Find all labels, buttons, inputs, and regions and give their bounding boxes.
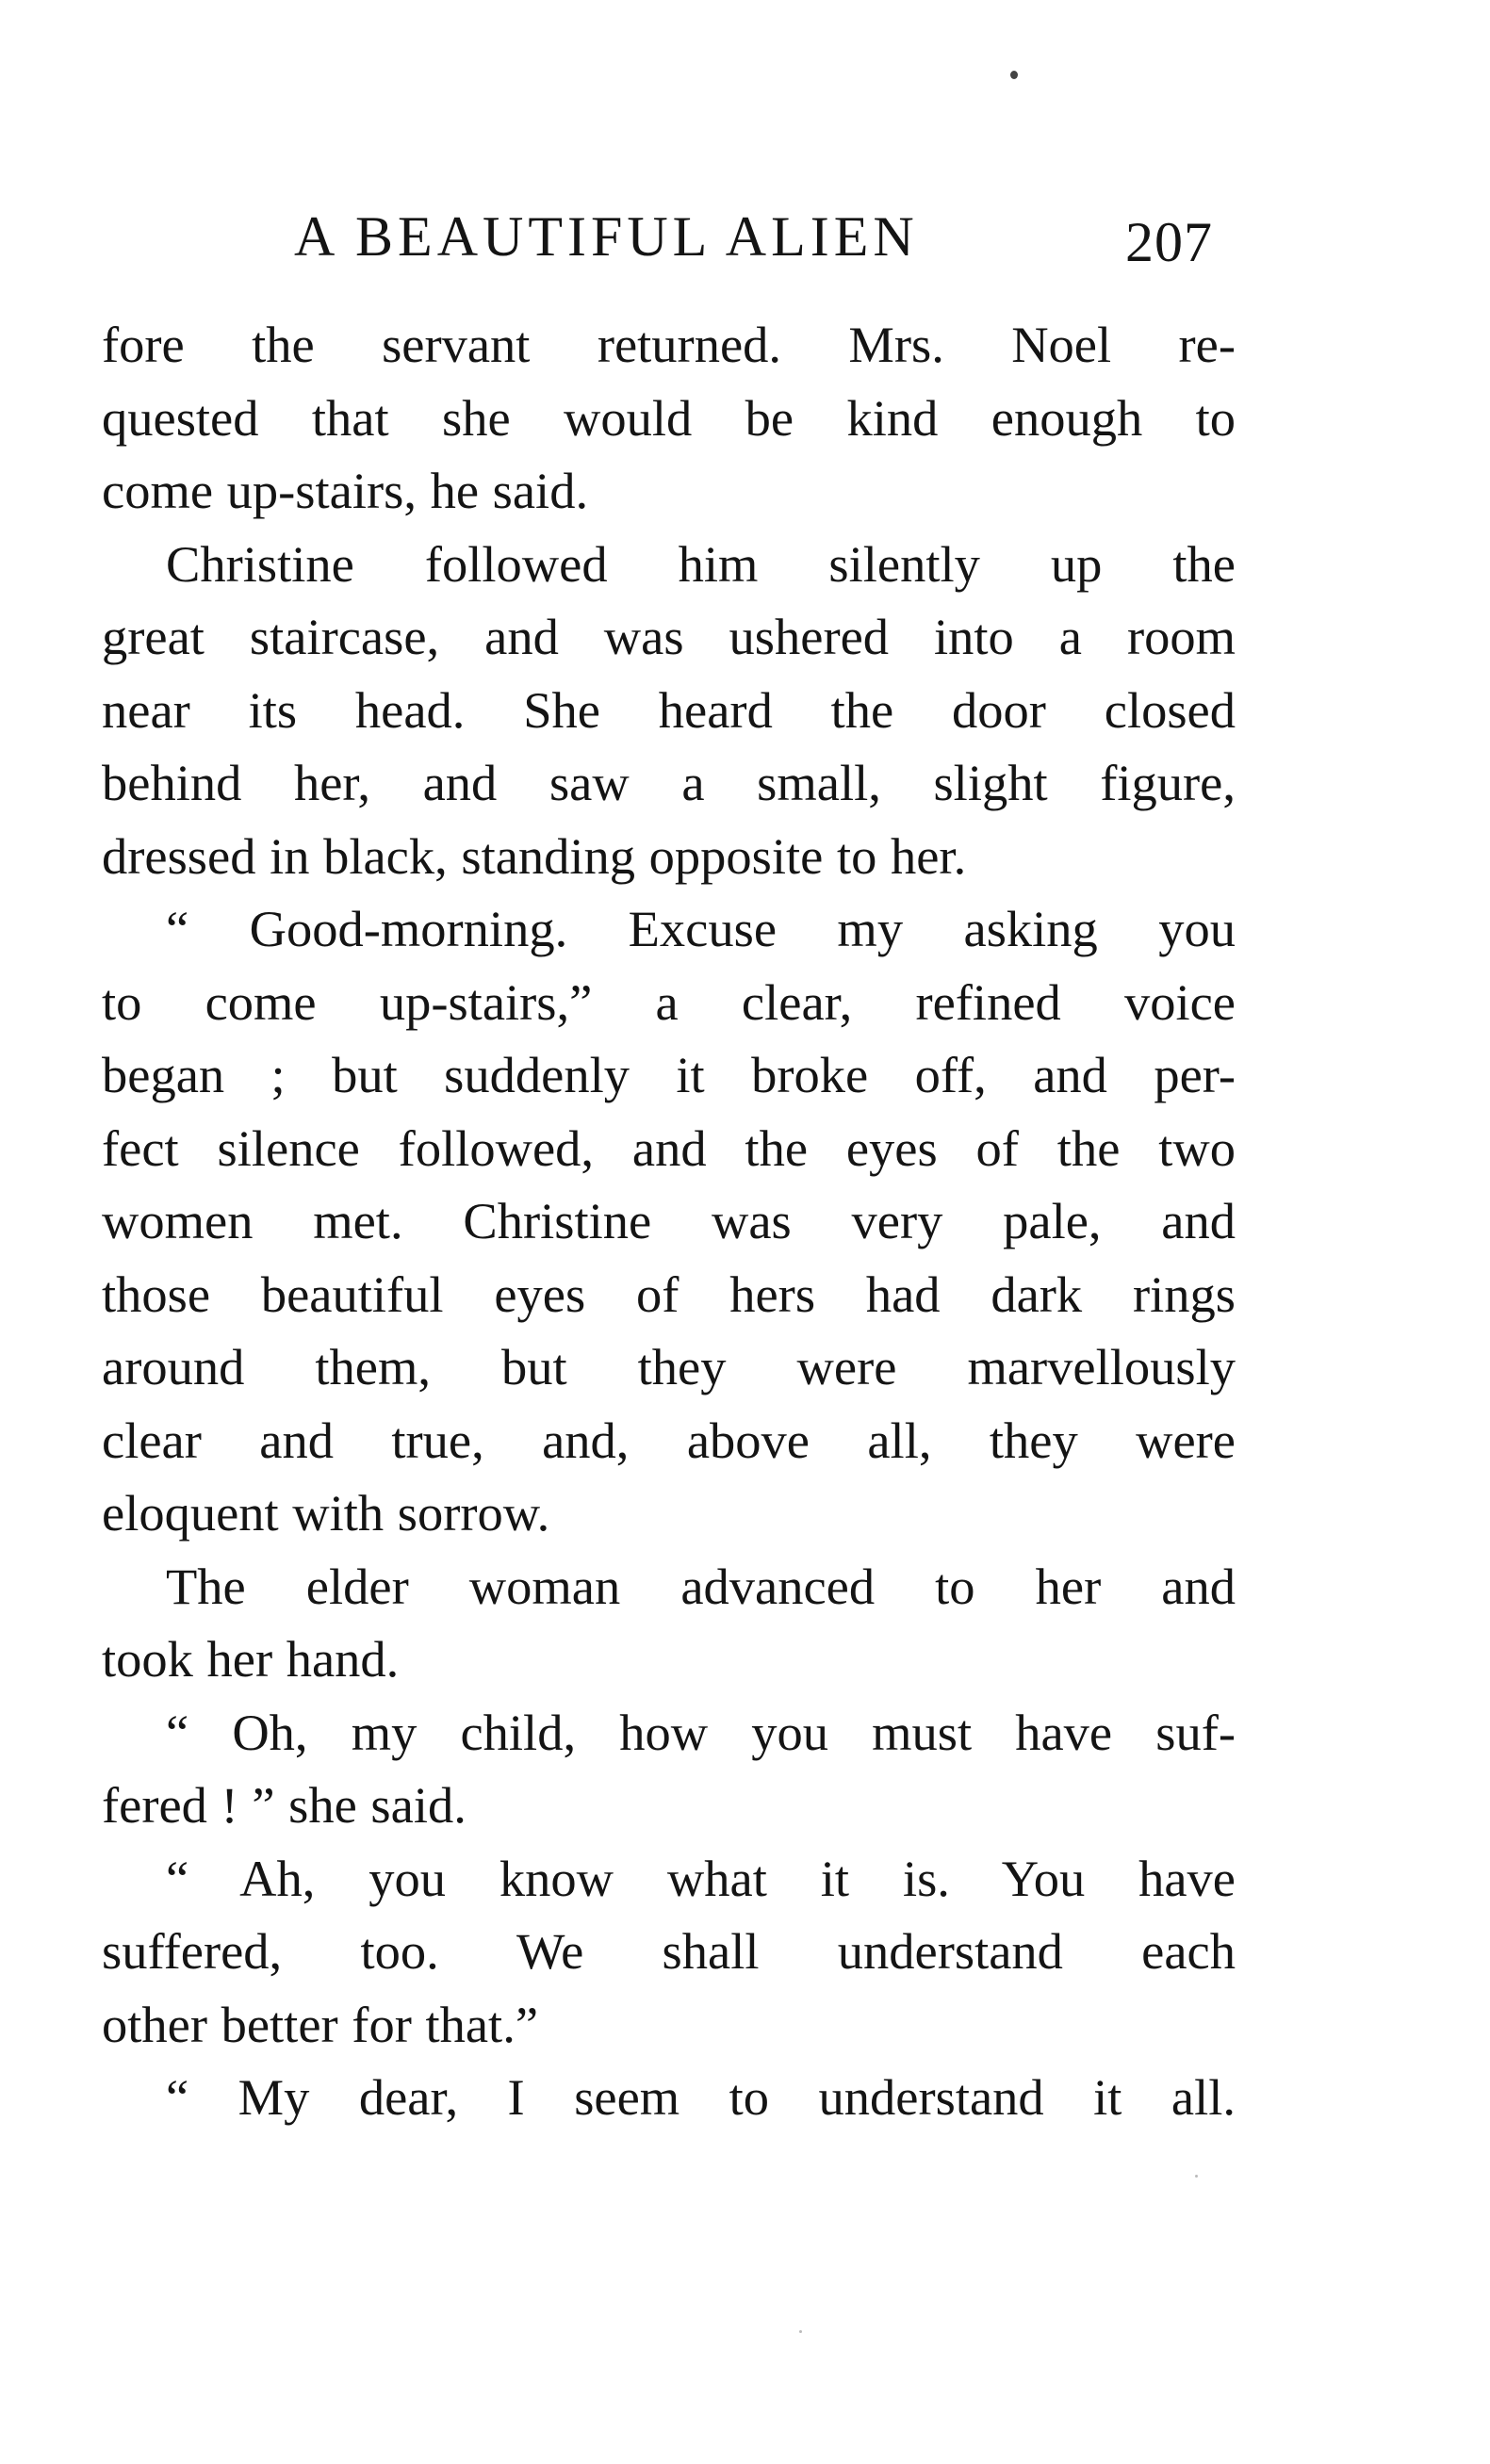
text-line: fered ! ” she said. [102,1776,467,1834]
text-line: suffered, too. We shall understand each [102,1922,1236,1980]
running-head [294,203,1236,273]
text-line: “ My dear, I seem to understand it all. [166,2068,1236,2126]
text-line: come up-stairs, he said. [102,462,589,519]
text-line: took her hand. [102,1630,400,1688]
text-line: fect silence followed, and the eyes of the two [102,1118,1236,1177]
text-line: around them, but they were marvellously [102,1338,1236,1395]
text-line: eloquent with sorrow. [102,1484,550,1542]
text-line: The elder woman advanced to her and [166,1557,1236,1615]
text-line: other better for that.” [102,1995,539,2053]
page-number: 207 [1125,211,1213,273]
ink-speck [1195,2175,1198,2178]
text-line: began ; but suddenly it broke off, and per- [102,1046,1236,1103]
ink-speck [799,2330,802,2333]
text-line: to come up-stairs,” a clear, refined voice [102,972,1236,1031]
text-line: fore the servant returned. Mrs. Noel re- [102,316,1236,373]
text-line: clear and true, and, above all, they were [102,1411,1236,1469]
text-line: behind her, and saw a small, slight figure, [102,754,1236,811]
ink-speck [1010,71,1018,79]
text-line: Christine followed him silently up the [166,534,1236,593]
text-line: quested that she would be kind enough to [102,388,1236,447]
text-line: those beautiful eyes of hers had dark rings [102,1265,1236,1323]
text-line: “ Oh, my child, how you must have suf- [166,1703,1236,1761]
body-text [102,308,1236,2134]
text-line: great staircase, and was ushered into a room [102,608,1236,665]
text-line: near its head. She heard the door closed [102,680,1236,739]
text-line: “ Good-morning. Excuse my asking you [166,900,1236,957]
text-line: dressed in black, standing opposite to her. [102,826,967,885]
running-title: A BEAUTIFUL ALIEN [294,205,919,268]
text-line: women met. Christine was very pale, and [102,1192,1236,1249]
text-line: “ Ah, you know what it is. You have [166,1849,1236,1907]
